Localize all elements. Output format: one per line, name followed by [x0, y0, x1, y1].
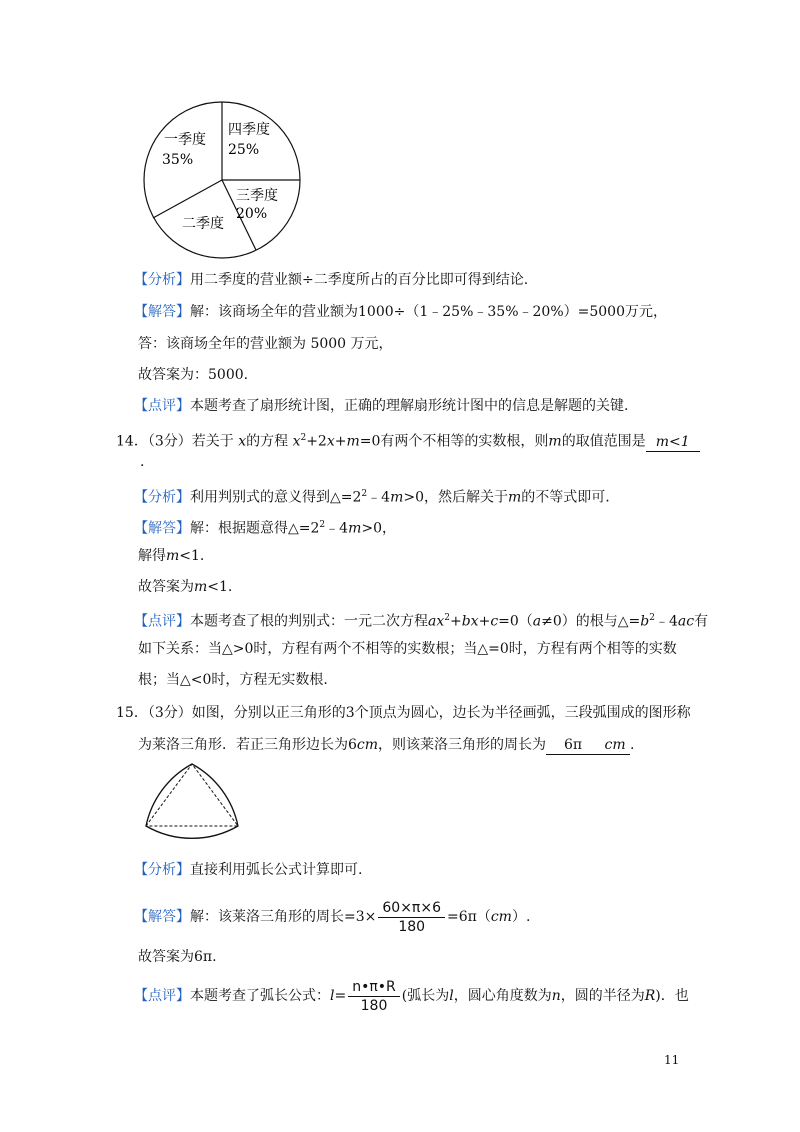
pie-label-q1: 一季度: [164, 132, 206, 148]
pie-pct-q4: 25%: [228, 142, 260, 158]
q14-comment-line2: 如下关系：当△>0时，方程有两个不相等的实数根；当△=0时，方程有两个相等的实数: [138, 641, 677, 657]
comment-tag: 【点评】: [134, 988, 190, 1004]
answer-tag: 【解答】: [134, 304, 190, 320]
q13-analysis: 【分析】用二季度的营业额÷二季度所占的百分比即可得到结论.: [134, 272, 529, 288]
q13-answer: 【解答】解：该商场全年的营业额为1000÷（1﹣25%﹣35%﹣20%）=5000万元，: [134, 304, 667, 320]
q14-solve: 解得m<1.: [138, 548, 205, 564]
analysis-tag: 【分析】: [134, 489, 190, 506]
q15-comment: 【点评】本题考查了弧长公式：l= $\frac{n•\pi•R}{180}$ (弧长为l，圆心角度数为n，圆的半径为R)．也: [134, 978, 689, 1014]
q14-answer: 【解答】解：根据题意得$\triangle=2^2﹣4m>0$，: [134, 520, 396, 537]
reuleaux-outline: [146, 764, 238, 838]
page-number: 11: [664, 1053, 680, 1067]
arc-length-formula-fraction: $\frac{n•\pi•R}{180}$: [348, 978, 400, 1015]
q13-answer-line2: 答：该商场全年的营业额为 5000 万元，: [138, 336, 393, 352]
arc-length-fraction: $\frac{60\times\pi\times 6}{180}$: [378, 899, 445, 936]
q14-comment-line3: 根；当△<0时，方程无实数根.: [138, 672, 328, 688]
q14-answer-blank: m<1: [646, 434, 700, 452]
pie-chart: [140, 98, 310, 268]
pie-label-q4: 四季度: [228, 122, 270, 138]
q15-answer-unit: cm: [600, 737, 630, 755]
comment-tag: 【点评】: [134, 613, 190, 630]
q13-comment: 【点评】本题考查了扇形统计图，正确的理解扇形统计图中的信息是解题的关键.: [134, 398, 629, 414]
q15-analysis: 【分析】直接利用弧长公式计算即可.: [134, 862, 363, 878]
pie-pct-q3: 20%: [236, 206, 268, 222]
q14-question-dot: .: [140, 454, 145, 470]
q15-answer-blank: 6π: [546, 737, 600, 755]
analysis-tag: 【分析】: [134, 272, 190, 288]
pie-label-q2: 二季度: [182, 216, 224, 232]
q15-answer: 【解答】解：该莱洛三角形的周长=3× $\frac{60\times\pi\times 6}{180}$ =6π（cm）.: [134, 899, 531, 935]
analysis-tag: 【分析】: [134, 862, 190, 878]
pie-pct-q1: 35%: [162, 152, 194, 168]
q14-question: 14．（3分）若关于 x的方程 $x^2+2x+m=0$有两个不相等的实数根，则m的取值范围是 m<1: [116, 428, 700, 452]
comment-tag: 【点评】: [134, 398, 190, 414]
inner-triangle: [146, 764, 238, 826]
pie-label-q3: 三季度: [236, 188, 278, 204]
q15-question-line2: 为莱洛三角形．若正三角形边长为6cm，则该莱洛三角形的周长为 6π cm .: [138, 737, 635, 753]
answer-tag: 【解答】: [134, 909, 190, 925]
reuleaux-triangle-figure: [140, 758, 244, 840]
q14-comment: 【点评】本题考查了根的判别式：一元二次方程$ax^2+bx+c=0(a\ne 0)$的根与$\triangle=b^2﹣4ac$有: [134, 613, 709, 630]
q15-final: 故答案为6π.: [138, 949, 217, 965]
q14-final: 故答案为m<1.: [138, 579, 233, 595]
q15-question: 15．（3分）如图，分别以正三角形的3个顶点为圆心，边长为半径画弧，三段弧围成的图形称: [116, 705, 691, 721]
q13-answer-line3: 故答案为：5000.: [138, 367, 249, 383]
answer-tag: 【解答】: [134, 520, 190, 537]
q14-analysis: 【分析】利用判别式的意义得到$\triangle=2^2﹣4m>0$，然后解关于m的不等式即可.: [134, 489, 610, 506]
